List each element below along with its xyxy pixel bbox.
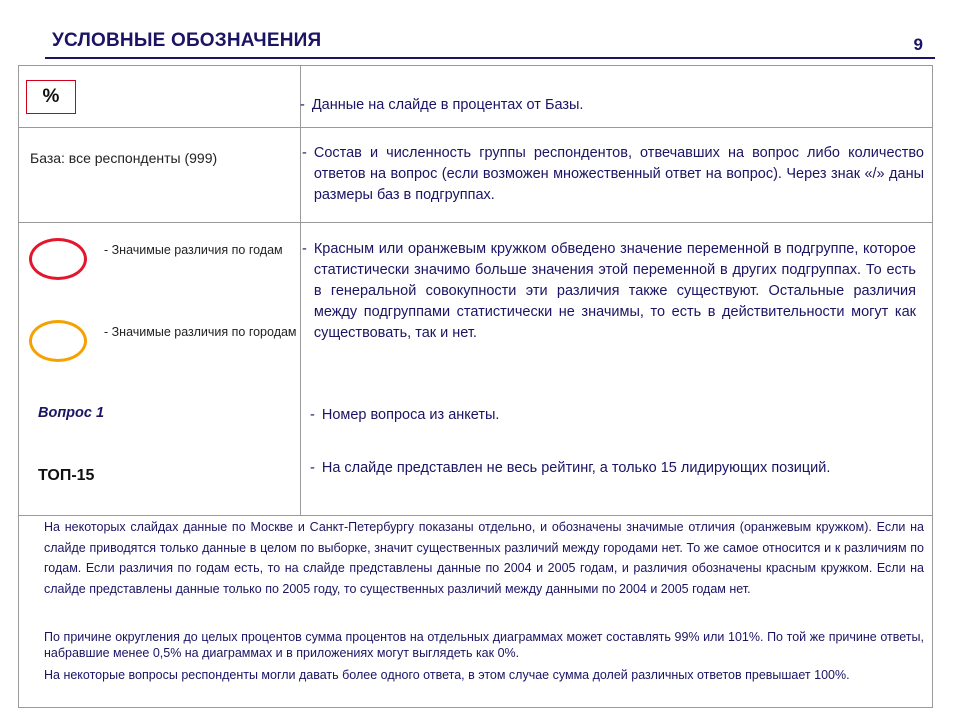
percent-description: Данные на слайде в процентах от Базы. — [311, 97, 584, 113]
row-divider — [18, 127, 933, 128]
cities-significance-note: - Значимые различия по городам — [104, 325, 297, 339]
question-description-row — [310, 405, 910, 426]
dash: - — [310, 460, 315, 476]
top-description-row — [310, 458, 910, 479]
note-rounding: По причине округления до целых процентов сумма процентов на отдельных диаграммах может составлять 99% или 101%. По той же причине ответы, набравшие менее 0,5% на диаграммах и в приложениях могут выглядеть как 0%. — [44, 630, 924, 660]
red-circle-marker — [29, 238, 87, 280]
note-cities-years: На некоторых слайдах данные по Москве и Санкт-Петербургу показаны отдельно, и обозначены значимые отличия (оранжевым кружком). Если на слайде приводятся только данные в целом по выборке, значит существенных различий между городами нет. То же самое относится и к различиям по годам. Если различия по годам есть, то на слайде представлены данные по 2004 и 2005 годам, и различия обозначены красным кружком. Если на слайде представлены данные только по 2005 году, то существенных различий между данными по 2004 и 2005 годам нет. — [44, 520, 924, 596]
dash: - — [302, 241, 307, 257]
row-divider — [18, 222, 933, 223]
row-divider — [18, 515, 933, 516]
question-label: Вопрос 1 — [38, 405, 105, 421]
years-significance-note: - Значимые различия по годам — [104, 243, 283, 257]
title-underline — [45, 57, 935, 59]
base-description-row — [302, 143, 924, 206]
top-label: ТОП-15 — [38, 467, 95, 484]
note-multiple-answers: На некоторые вопросы респонденты могли давать более одного ответа, в этом случае сумма долей различных ответов превышает 100%. — [44, 668, 850, 682]
dash: - — [310, 407, 315, 423]
percent-symbol: % — [26, 80, 76, 114]
page-title: УСЛОВНЫЕ ОБОЗНАЧЕНИЯ — [52, 30, 322, 51]
question-description: Номер вопроса из анкеты. — [321, 407, 500, 423]
base-description: Состав и численность группы респондентов, отвечавших на вопрос либо количество ответов на вопрос (если возможен множественный ответ на вопрос). Через знак «/» даны размеры баз в подгруппах. — [313, 145, 924, 203]
dash: - — [302, 145, 307, 161]
significance-description: Красным или оранжевым кружком обведено значение переменной в подгруппе, которое статистически значимо больше значения этой переменной в других подгруппах. То есть в генеральной совокупности эти различия также существуют. Остальные различия между подгруппами статистически не значимы, то есть в действительности могут как существовать, так и нет. — [313, 241, 916, 341]
significance-description-row — [302, 239, 916, 344]
base-label: База: все респонденты (999) — [30, 150, 218, 166]
percent-description-row — [300, 95, 922, 116]
orange-circle-marker — [29, 320, 87, 362]
column-divider — [300, 65, 301, 515]
top-description: На слайде представлен не весь рейтинг, а только 15 лидирующих позиций. — [321, 460, 831, 476]
dash: - — [300, 97, 305, 113]
page-number: 9 — [913, 35, 923, 54]
